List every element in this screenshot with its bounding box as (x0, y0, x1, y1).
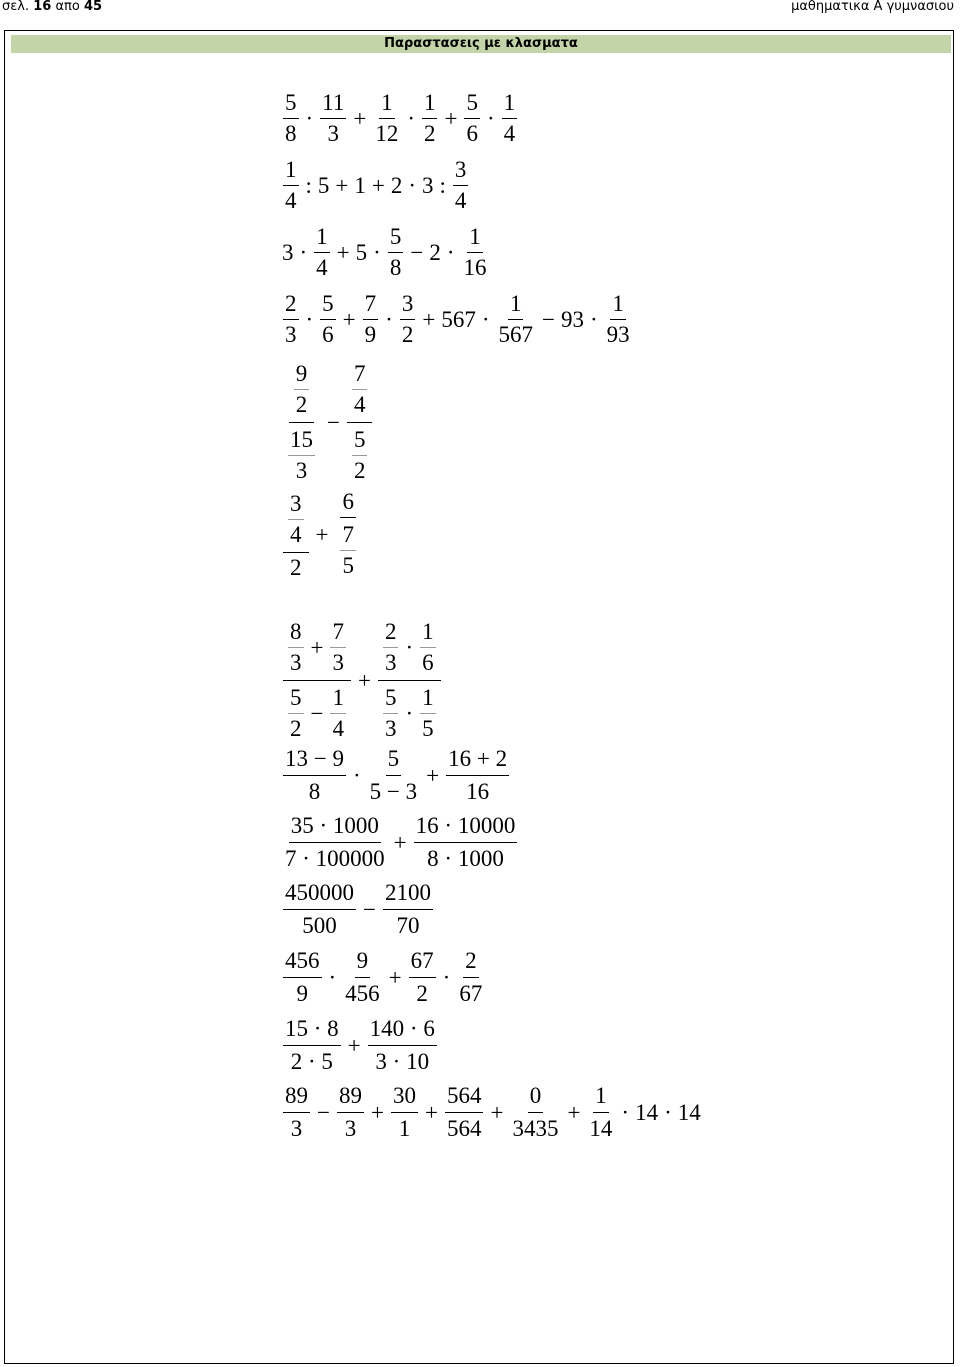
fraction: $\frac{30}{1}$ (391, 1080, 418, 1145)
exercise-10: 450000 500 − $\frac{2100}{70}$ (280, 877, 436, 942)
exercise-3: 3 · 1 4 + 5 · 5 8 − 2 · 1 16 (280, 222, 491, 283)
fraction: 13 − 9 8 (283, 743, 346, 808)
fraction: 5 8 (285, 90, 297, 146)
exercise-2: 1 4 : 5 + 1 + 2 · 3 : 3 4 (280, 155, 471, 216)
fraction: 89 3 (283, 1080, 310, 1145)
fraction: $\frac{7}{9}$ (364, 291, 377, 347)
page-title: Παραστασεις με κλασματα (11, 35, 951, 53)
fraction: $\frac{5}{2}$ (353, 427, 366, 483)
fraction: $\frac{1}{12}$ (375, 90, 399, 146)
fraction: 2 67 (457, 945, 484, 1010)
fraction: 1 4 (285, 157, 297, 213)
fraction: 11 3 (322, 90, 345, 146)
complex-fraction (283, 357, 320, 488)
fraction: 1 6 (422, 619, 434, 675)
fraction: $\frac{16 + 2}{16}$ (446, 743, 509, 808)
fraction: 3 2 (401, 291, 414, 347)
exercise-1: 5 8 · 11 3 + $\frac{1}{12}$ · 1 2 + $\frac{5}{6}$ · 1 4 (280, 88, 520, 149)
fraction: $\frac{7}{4}$ (353, 361, 366, 417)
fraction: $\frac{9}{2}$ (295, 361, 308, 417)
fraction: 1 93 (606, 291, 630, 347)
fraction: 450000 500 (283, 877, 356, 942)
fraction: 5 6 (322, 291, 334, 347)
fraction: 5 3 (384, 685, 397, 741)
fraction: 5 5 − 3 (368, 743, 419, 808)
fraction: 5 8 (389, 224, 402, 280)
fraction: $\frac{89}{3}$ (337, 1080, 364, 1145)
fraction: 1 4 (316, 224, 328, 280)
fraction: $\frac{5}{6}$ (466, 90, 478, 146)
fraction: $\frac{2100}{70}$ (383, 877, 433, 942)
fraction: 2 3 (384, 619, 397, 675)
fraction: 9 456 (343, 945, 382, 1010)
exercise-12: 15 · 8 2 · 5 + $\frac{140 \cdot 6}{3 \cdot 10}$ (280, 1013, 440, 1078)
fraction: 5 2 (290, 685, 302, 741)
exercise-11: 456 9 · 9 456 + $\frac{67}{2}$ · 2 67 (280, 945, 487, 1010)
fraction: 8 3 (290, 619, 302, 675)
fraction: 456 9 (283, 945, 322, 1010)
fraction: $\frac{0}{3435}$ (510, 1080, 560, 1145)
complex-fraction: 8 3 + $\frac{7}{3}$ 5 2 − $\frac{1}{4}$ (283, 615, 351, 746)
fraction: 1 567 (498, 291, 533, 347)
fraction: 1 4 (503, 90, 516, 146)
complex-fraction: $\frac{3}{4}$ 2 (283, 487, 309, 583)
fraction: 3 4 (454, 157, 467, 213)
fraction: 15 · 8 2 · 5 (283, 1013, 341, 1078)
fraction: 1 16 (463, 224, 487, 280)
fraction: $\frac{15}{3}$ (290, 427, 313, 483)
exercise-8: 13 − 9 8 · 5 5 − 3 + $\frac{16 + 2}{16}$ (280, 743, 512, 808)
fraction: $\frac{7}{5}$ (342, 522, 354, 578)
complex-fraction: $\frac{6}{\frac{7}{5}}$ (335, 487, 361, 583)
exercise-9: 35 · 1000 7 · 100000 + $\frac{16 \cdot 10000}{8 \cdot 1000}$ (280, 810, 520, 875)
fraction: 1 2 (423, 90, 436, 146)
page-number: 16 (33, 0, 52, 14)
exercise-5: $\frac{9}{2}$ $\frac{15}{3}$ − $\frac{\frac{7}{4}}{\frac{5}{2}}$ (280, 357, 375, 488)
fraction: $\frac{564}{564}$ (445, 1080, 484, 1145)
exercise-4: 2 3 · 5 6 + $\frac{7}{9}$ · 3 2 + 567 · 1 567 − 93 · 1 93 (280, 289, 635, 350)
header-subject: μαθηματικα Α γυμνασιου (791, 0, 954, 14)
complex-fraction (347, 357, 373, 488)
exercise-13: 89 3 − $\frac{89}{3}$ + $\frac{30}{1}$ + $\frac{564}{564}$ + $\frac{0}{3435}$ + $\frac{1}{14}$ · 14 · 14 (280, 1080, 703, 1145)
fraction: $\frac{1}{4}$ (332, 685, 344, 741)
fraction: $\frac{67}{2}$ (409, 945, 436, 1010)
fraction: $\frac{7}{3}$ (332, 619, 344, 675)
fraction: 35 · 1000 7 · 100000 (283, 810, 387, 875)
fraction: 1 5 (422, 685, 434, 741)
complex-fraction: 2 3 · 1 6 5 3 · 1 5 (378, 615, 441, 746)
fraction: $\frac{3}{4}$ (290, 491, 302, 547)
fraction: $\frac{16 \cdot 10000}{8 \cdot 1000}$ (414, 810, 518, 875)
exercise-6: $\frac{3}{4}$ 2 + $\frac{6}{\frac{7}{5}}$ (280, 487, 364, 583)
exercise-7: 8 3 + $\frac{7}{3}$ 5 2 − $\frac{1}{4}$ + 2 3 · 1 6 5 3 · 1 5 (280, 615, 444, 746)
fraction: $\frac{1}{14}$ (587, 1080, 614, 1145)
fraction: 2 3 (285, 291, 297, 347)
page-total: 45 (83, 0, 103, 14)
fraction: $\frac{140 \cdot 6}{3 \cdot 10}$ (368, 1013, 437, 1078)
page-counter: σελ. 16 απο 45 (2, 0, 103, 14)
